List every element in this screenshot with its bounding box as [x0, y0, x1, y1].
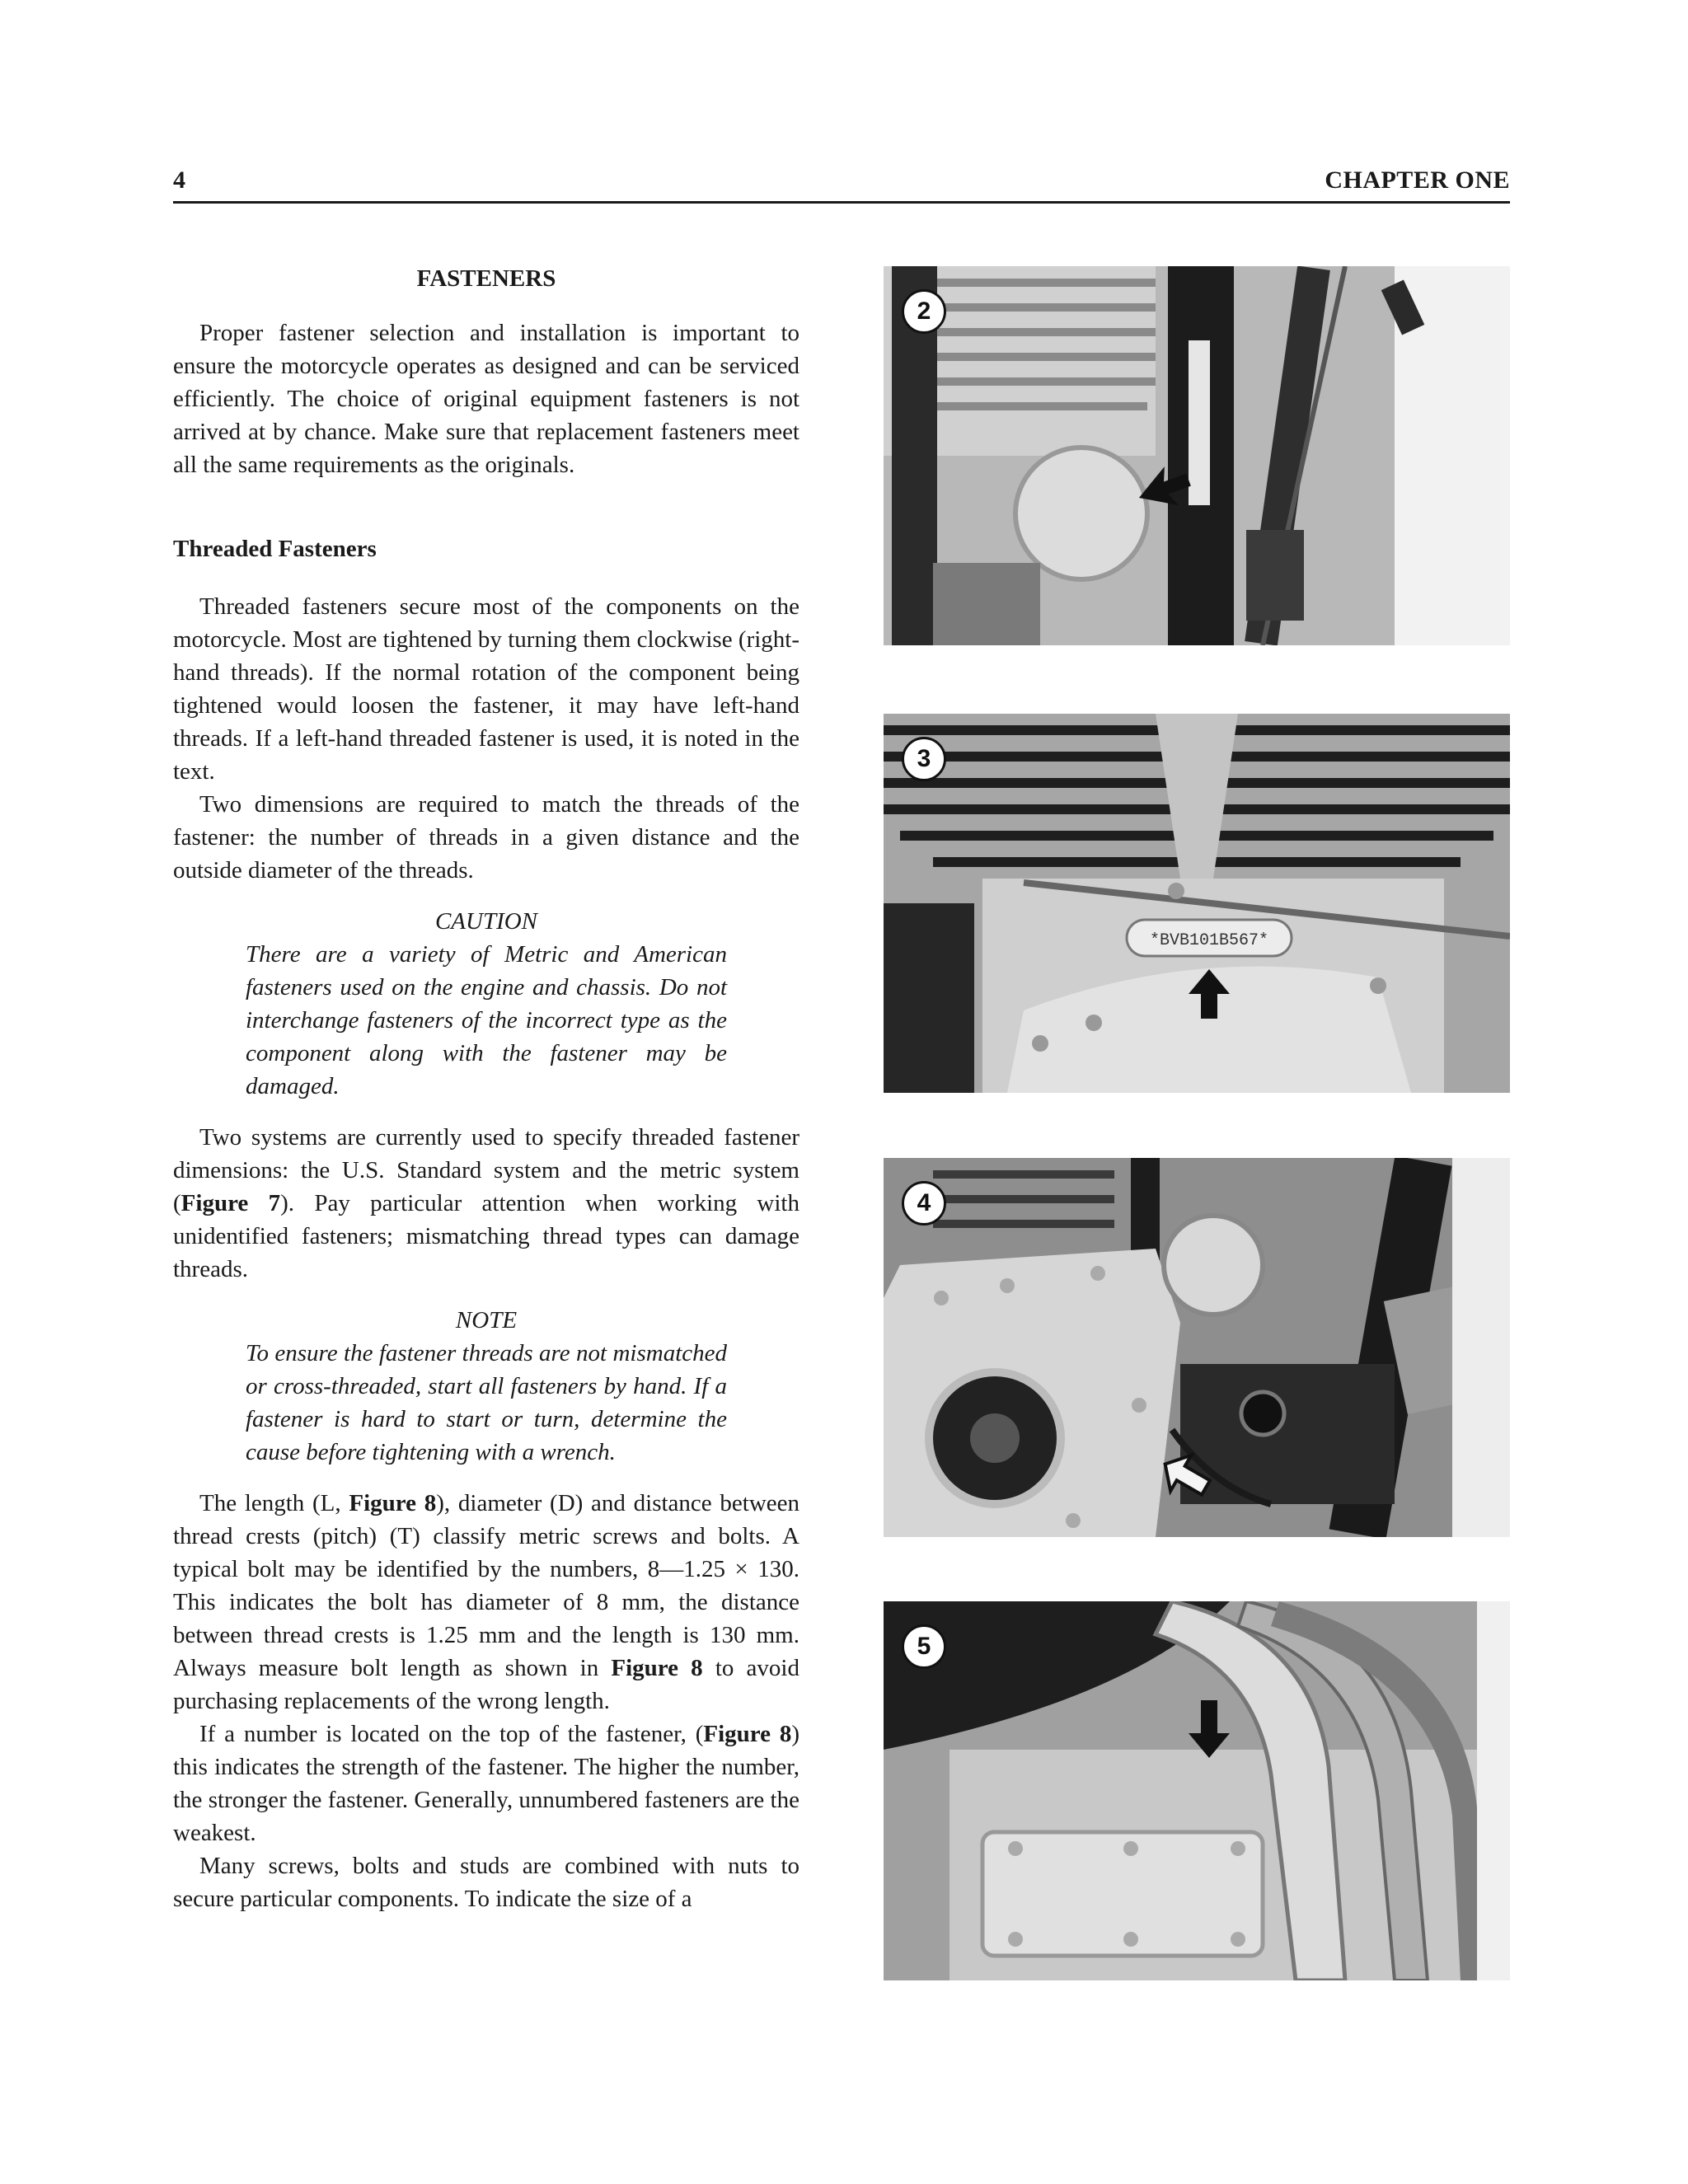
figure-8-reference[interactable]: Figure 8	[611, 1655, 703, 1681]
figure-number-badge: 2	[902, 289, 946, 334]
text-column	[173, 262, 799, 1915]
number-text-b: ) this indicates the strength of the fastener. The higher the number, the stronger the fastener. Generally, unnumbered fasteners are the weakest.	[173, 1721, 799, 1846]
chapter-title: CHAPTER ONE	[1325, 166, 1510, 194]
paragraph-systems	[173, 1121, 799, 1286]
number-text-a: If a number is located on the top of the fastener, (	[199, 1721, 704, 1747]
figure-4-photo	[884, 1158, 1510, 1537]
length-text-c: to avoid purchasing replacements of the wrong length.	[173, 1655, 799, 1714]
oil-pan-photo	[884, 1601, 1510, 1980]
paragraph-number	[173, 1718, 799, 1849]
running-head	[173, 165, 1510, 204]
paragraph-threaded-1: Threaded fasteners secure most of the components on the motorcycle. Most are tightened by turning them clockwise (right-hand threads). If the normal rotation of the component being tightened would loosen the fastener, it may have left-hand threads. If a left-hand threaded fastener is used, it is noted in the text.	[173, 593, 799, 785]
note-block	[246, 1304, 727, 1469]
paragraph-length	[173, 1487, 799, 1718]
length-text-b: ), diameter (D) and distance between thread crests (pitch) (T) classify metric screws and bolts. A typical bolt may be identified by the numbers, 8—1.25 × 130. This indicates the bolt has diameter of 8 mm, the distance between thread crests is 1.25 mm and the length is 130 mm. Always measure bolt length as shown in	[173, 1490, 800, 1681]
caution-text: There are a variety of Metric and American fasteners used on the engine and chassis. Do not interchange fasteners of the incorrect type as the component along with the fastener may be damaged.	[246, 941, 727, 1099]
figure-number-badge: 4	[902, 1181, 946, 1226]
engine-case-photo	[884, 714, 1510, 1093]
figure-3-photo	[884, 714, 1510, 1093]
figure-5-photo	[884, 1601, 1510, 1980]
note-text: To ensure the fastener threads are not mismatched or cross-threaded, start all fasteners by hand. If a fastener is hard to start or turn, determine the cause before tightening with a wrench.	[246, 1340, 727, 1465]
systems-text-b: ). Pay particular attention when working with unidentified fasteners; mismatching thread types can damage threads.	[173, 1190, 799, 1282]
caution-block	[246, 905, 727, 1103]
subheading-threaded-fasteners: Threaded Fasteners	[173, 536, 377, 562]
figure-8-reference[interactable]: Figure 8	[349, 1490, 437, 1516]
figure-8-reference[interactable]: Figure 8	[703, 1721, 792, 1747]
systems-text-a: Two systems are currently used to specify threaded fastener dimensions: the U.S. Standard system and the metric system (	[173, 1124, 799, 1216]
cam-cover-photo	[884, 1158, 1510, 1537]
figure-number-badge: 5	[902, 1624, 946, 1669]
section-heading: FASTENERS	[416, 265, 556, 292]
figure-2-photo	[884, 266, 1510, 645]
engine-number-stamp: *BVB101B567*	[1149, 931, 1269, 950]
figure-number-badge: 3	[902, 737, 946, 781]
caution-title: CAUTION	[434, 908, 538, 935]
engine-frame-photo	[884, 266, 1510, 645]
intro-paragraph: Proper fastener selection and installation is important to ensure the motorcycle operates as designed and can be serviced efficiently. The choice of original equipment fasteners is not arrived at by chance. Make sure that replacement fasteners meet all the same requirements as the originals.	[173, 320, 799, 478]
paragraph-threaded-2: Two dimensions are required to match the threads of the fastener: the number of threads in a given distance and the outside diameter of the threads.	[173, 791, 799, 883]
figure-7-reference[interactable]: Figure 7	[181, 1190, 281, 1216]
note-title: NOTE	[455, 1307, 518, 1333]
page-number: 4	[173, 166, 185, 194]
length-text-a: The length (L,	[199, 1490, 349, 1516]
paragraph-last: Many screws, bolts and studs are combined with nuts to secure particular components. To indicate the size of a	[173, 1853, 799, 1912]
